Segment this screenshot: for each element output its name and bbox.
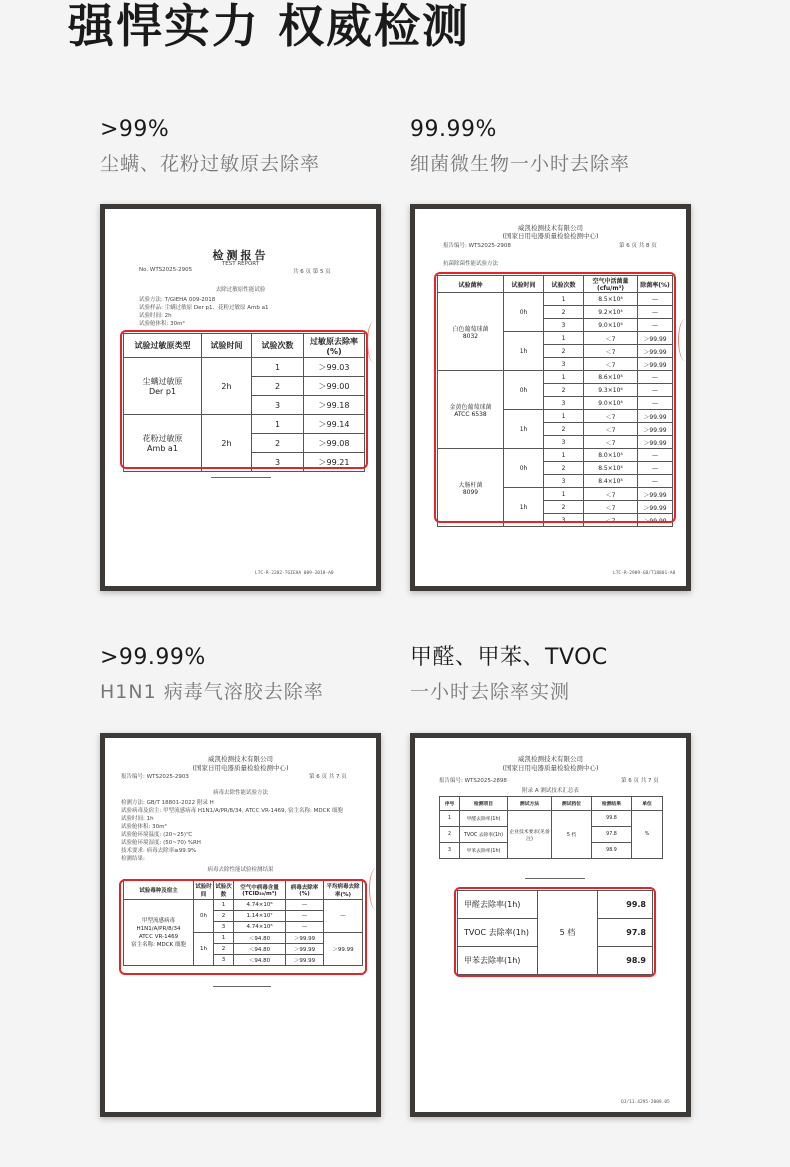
end-line: [525, 878, 585, 879]
test-item: 甲醛去除率(1h): [460, 811, 508, 827]
test-run: 1: [544, 293, 584, 306]
test-run: 2: [544, 306, 584, 319]
appendix-title: 附录 A 测试技术汇总表: [522, 788, 579, 794]
stat-value: >99.99%: [100, 645, 206, 670]
removal-rate: ＞99.21: [304, 453, 365, 472]
bacteria-count: ＜7: [584, 358, 638, 371]
report-number: No. WTS2025-2905: [139, 267, 193, 273]
test-run: 1: [214, 933, 234, 944]
bacteria-count: 8.5×10⁴: [584, 462, 638, 475]
col-header: 空气中病毒含量(TCID₅₀/m³): [234, 880, 286, 900]
col-header: 试验次数: [214, 880, 234, 900]
report-section: 去除过敏原性能试验: [215, 287, 266, 293]
stat-bacteria: [410, 115, 630, 179]
removal-rate: —: [638, 319, 673, 332]
test-time: 1h: [504, 410, 544, 449]
removal-rate: ＞99.99: [286, 933, 324, 944]
removal-rate: ＞99.14: [304, 415, 365, 434]
removal-rate: —: [638, 306, 673, 319]
removal-rate: ＞99.18: [304, 396, 365, 415]
test-run: 2: [214, 944, 234, 955]
removal-rate: —: [638, 384, 673, 397]
bacteria-count: 9.3×10⁴: [584, 384, 638, 397]
test-method: 企业技术要求(见备注): [508, 811, 552, 859]
info-line: 试验病毒及宿主: 甲型流感病毒 H1N1/A/PR/8/34, ATCC VR-1469, 宿主名称: MDCK 细胞: [121, 808, 343, 814]
report-paper: [415, 738, 686, 1112]
bacteria-count: ＜7: [584, 410, 638, 423]
test-time: 0h: [504, 293, 544, 332]
test-run: 1: [544, 488, 584, 501]
bacteria-count: 9.0×10⁴: [584, 319, 638, 332]
report-number: 报告编号: WTS2025-2898: [439, 778, 507, 784]
report-page: 共 6 页 第 5 页: [293, 269, 331, 275]
doc-footer: LTC-R-2909-GB/T18801-A0: [613, 571, 676, 576]
removal-rate: —: [638, 475, 673, 488]
col-header: 试验过敏原类型: [124, 334, 202, 358]
info-line: 检测方法: GB/T 18801-2022 附录 H: [121, 800, 214, 806]
test-time: 2h: [202, 358, 252, 415]
col-header: 试验时间: [194, 880, 214, 900]
test-run: 3: [544, 436, 584, 449]
bacteria-count: ＜7: [584, 332, 638, 345]
report-number: 报告编号: WTS2025-2908: [443, 243, 511, 249]
stat-allergen: [100, 115, 320, 179]
removal-rate: ＞99.99: [638, 514, 673, 527]
test-time: 0h: [504, 371, 544, 410]
seal-mark: [367, 321, 376, 363]
test-time: 0h: [504, 449, 544, 488]
test-run: 3: [252, 453, 304, 472]
avg-removal-rate: —: [324, 900, 363, 933]
col-header: 试验次数: [252, 334, 304, 358]
col-header: 平均病毒去除率(%): [324, 880, 363, 900]
bacteria-strain: 金黄色葡萄球菌 ATCC 6538: [438, 371, 504, 449]
col-header: 试验次数: [544, 276, 584, 293]
allergen-type: 尘螨过敏原 Der p1: [124, 358, 202, 415]
info-line: 试验方法: T/GIEHA 009-2018: [139, 297, 216, 303]
bacteria-count: ＜7: [584, 514, 638, 527]
col-header: 单位: [632, 797, 663, 811]
stat-desc: 细菌微生物一小时去除率: [410, 153, 631, 175]
removal-rate: —: [638, 293, 673, 306]
info-line: 试验时间: 1h: [121, 816, 154, 822]
test-run: 1: [544, 410, 584, 423]
bacteria-count: 8.5×10⁴: [584, 293, 638, 306]
info-line: 试验样品: 尘螨过敏原 Der p1、花粉过敏原 Amb a1: [139, 305, 269, 311]
removal-rate: ＞99.99: [638, 410, 673, 423]
report-frame-allergen: [100, 204, 381, 591]
test-item: 甲醛去除率(1h): [458, 891, 538, 919]
removal-rate: —: [638, 449, 673, 462]
test-time: 2h: [202, 415, 252, 472]
virus-content: ＜94.80: [234, 933, 286, 944]
bacteria-count: 8.4×10⁴: [584, 475, 638, 488]
bacteria-count: 9.2×10⁴: [584, 306, 638, 319]
removal-rate: ＞99.99: [286, 955, 324, 966]
test-run: 2: [252, 434, 304, 453]
test-result: 98.9: [592, 843, 632, 859]
test-result: 99.8: [598, 891, 653, 919]
test-run: 2: [544, 345, 584, 358]
stat-voc: [410, 643, 608, 707]
seal-mark: [369, 868, 376, 910]
info-line: 试验舱环境温度: (20~25)℃: [121, 832, 193, 838]
removal-rate: ＞99.99: [638, 358, 673, 371]
report-page: 第 6 页 共 7 页: [309, 774, 347, 780]
test-item: TVOC 去除率(1h): [458, 919, 538, 947]
report-frame-voc: [410, 733, 691, 1117]
result-title: 病毒去除性能试验检测结果: [207, 867, 274, 873]
removal-rate: —: [286, 911, 324, 922]
info-line: 检测结果:: [121, 856, 145, 862]
removal-rate: ＞99.00: [304, 377, 365, 396]
col-header: 测试档位: [552, 797, 592, 811]
stat-desc: H1N1 病毒气溶胶去除率: [100, 681, 324, 703]
removal-rate: —: [286, 922, 324, 933]
test-result: 99.8: [592, 811, 632, 827]
test-time: 0h: [194, 900, 214, 933]
page-title: 强悍实力 权威检测: [68, 0, 471, 53]
report-frame-virus: [100, 733, 381, 1117]
org-name: 威凯检测技术有限公司: [518, 224, 583, 232]
doc-footer: LTC-R-2282-TGIEHA 009-2018-A0: [255, 571, 334, 576]
removal-rate: —: [638, 371, 673, 384]
col-header: 过敏原去除率(%): [304, 334, 365, 358]
test-gear: 5 档: [538, 891, 598, 975]
bacteria-count: ＜7: [584, 423, 638, 436]
info-line: 试验舱环境湿度: (50~70) %RH: [121, 840, 201, 846]
doc-footer: QJ/11.4295-2009.05: [621, 1100, 670, 1105]
test-run: 1: [544, 332, 584, 345]
test-run: 2: [214, 911, 234, 922]
col-header: 试验时间: [504, 276, 544, 293]
report-frame-bacteria: [410, 204, 691, 591]
test-time: 1h: [194, 933, 214, 966]
test-result: 97.8: [592, 827, 632, 843]
stat-value: 甲醛、甲苯、TVOC: [410, 645, 608, 670]
info-line: 技术要求: 病毒去除率≥99.9%: [121, 848, 197, 854]
removal-rate: ＞99.99: [286, 944, 324, 955]
test-run: 2: [544, 384, 584, 397]
stat-desc: 一小时去除率实测: [410, 681, 571, 703]
test-run: 3: [544, 475, 584, 488]
test-run: 1: [544, 449, 584, 462]
report-page: 第 6 页 共 7 页: [621, 778, 659, 784]
col-header: 试验时间: [202, 334, 252, 358]
col-header: 试验毒种及宿主: [124, 880, 194, 900]
removal-rate: ＞99.03: [304, 358, 365, 377]
test-item: 甲苯去除率(1h): [460, 843, 508, 859]
test-run: 1: [252, 415, 304, 434]
highlight-box: [120, 330, 368, 469]
test-item: 甲苯去除率(1h): [458, 947, 538, 975]
removal-rate: —: [286, 900, 324, 911]
voc-summary-table: [439, 796, 663, 859]
test-gear: 5 档: [552, 811, 592, 859]
bacteria-count: ＜7: [584, 436, 638, 449]
virus-strain: 甲型流感病毒 H1N1/A/PR/8/34 ATCC VR-1469 宿主名称: MDCK 细胞: [124, 900, 194, 966]
report-number: 报告编号: WTS2025-2903: [121, 774, 189, 780]
removal-rate: ＞99.99: [638, 436, 673, 449]
test-run: 3: [544, 397, 584, 410]
bacteria-count: ＜7: [584, 345, 638, 358]
test-run: 3: [544, 514, 584, 527]
allergen-type: 花粉过敏原 Amb a1: [124, 415, 202, 472]
test-run: 1: [214, 900, 234, 911]
col-header: 序号: [440, 797, 460, 811]
test-time: 1h: [504, 332, 544, 371]
org-name: 威凯检测技术有限公司: [208, 755, 273, 763]
removal-rate: —: [638, 462, 673, 475]
avg-removal-rate: ＞99.99: [324, 933, 363, 966]
org-name: 威凯检测技术有限公司: [518, 755, 583, 763]
test-run: 2: [544, 462, 584, 475]
report-paper: [415, 209, 686, 586]
end-line: [211, 477, 271, 478]
test-result: 98.9: [598, 947, 653, 975]
test-run: 2: [252, 377, 304, 396]
virus-content: ＜94.80: [234, 944, 286, 955]
removal-rate: ＞99.99: [638, 488, 673, 501]
info-line: 试验舱体积: 30m³: [139, 321, 185, 327]
test-run: 3: [214, 922, 234, 933]
col-header: 除菌率(%): [638, 276, 673, 293]
removal-rate: ＞99.99: [638, 345, 673, 358]
col-header: 检测结果: [592, 797, 632, 811]
org-subname: (国家日用电器质量检验检测中心): [502, 232, 599, 240]
row-index: 3: [440, 843, 460, 859]
virus-content: ＜94.80: [234, 955, 286, 966]
end-line: [213, 986, 271, 987]
removal-rate: ＞99.99: [638, 332, 673, 345]
info-line: 试验舱体积: 30m³: [121, 824, 167, 830]
test-run: 2: [544, 423, 584, 436]
test-run: 3: [544, 319, 584, 332]
col-header: 试验菌种: [438, 276, 504, 293]
test-run: 1: [252, 358, 304, 377]
test-time: 1h: [504, 488, 544, 527]
virus-content: 4.74×10⁶: [234, 900, 286, 911]
report-page: 第 6 页 共 8 页: [619, 243, 657, 249]
bacteria-count: 9.0×10⁴: [584, 397, 638, 410]
report-section: 抗菌除菌性能试验方法: [443, 261, 499, 267]
highlight-box: [434, 272, 676, 523]
bacteria-strain: 大肠杆菌 8099: [438, 449, 504, 527]
seal-mark: [678, 319, 686, 361]
test-run: 2: [544, 501, 584, 514]
stat-desc: 尘螨、花粉过敏原去除率: [100, 153, 321, 175]
col-header: 检测项目: [460, 797, 508, 811]
test-run: 3: [214, 955, 234, 966]
report-heading: 检测报告: [212, 249, 269, 262]
test-run: 1: [544, 371, 584, 384]
removal-rate: ＞99.08: [304, 434, 365, 453]
test-run: 3: [544, 358, 584, 371]
org-subname: (国家日用电器质量检验检测中心): [502, 764, 599, 772]
removal-rate: ＞99.99: [638, 501, 673, 514]
col-header: 测试方法: [508, 797, 552, 811]
test-unit: %: [632, 811, 663, 859]
virus-content: 1.14×10⁷: [234, 911, 286, 922]
col-header: 病毒去除率(%): [286, 880, 324, 900]
report-paper: [105, 738, 376, 1112]
bacteria-count: 8.6×10⁴: [584, 371, 638, 384]
stat-value: 99.99%: [410, 117, 497, 142]
bacteria-count: ＜7: [584, 501, 638, 514]
stat-value: >99%: [100, 117, 170, 142]
bacteria-count: 8.0×10⁴: [584, 449, 638, 462]
row-index: 2: [440, 827, 460, 843]
report-paper: [105, 209, 376, 586]
report-heading-en: TEST REPORT: [221, 261, 260, 267]
test-item: TVOC 去除率(1h): [460, 827, 508, 843]
removal-rate: —: [638, 397, 673, 410]
stat-virus: [100, 643, 324, 707]
test-result: 97.8: [598, 919, 653, 947]
virus-content: 4.74×10⁶: [234, 922, 286, 933]
bacteria-count: ＜7: [584, 488, 638, 501]
info-line: 试验时间: 2h: [139, 313, 172, 319]
highlight-box: [454, 887, 656, 977]
removal-rate: ＞99.99: [638, 423, 673, 436]
col-header: 空气中活菌量(cfu/m³): [584, 276, 638, 293]
highlight-box: [119, 879, 367, 975]
bacteria-strain: 白色葡萄球菌 8032: [438, 293, 504, 371]
org-subname: (国家日用电器质量检验检测中心): [192, 764, 289, 772]
test-run: 3: [252, 396, 304, 415]
row-index: 1: [440, 811, 460, 827]
report-section: 病毒去除性能试验方法: [212, 790, 268, 796]
